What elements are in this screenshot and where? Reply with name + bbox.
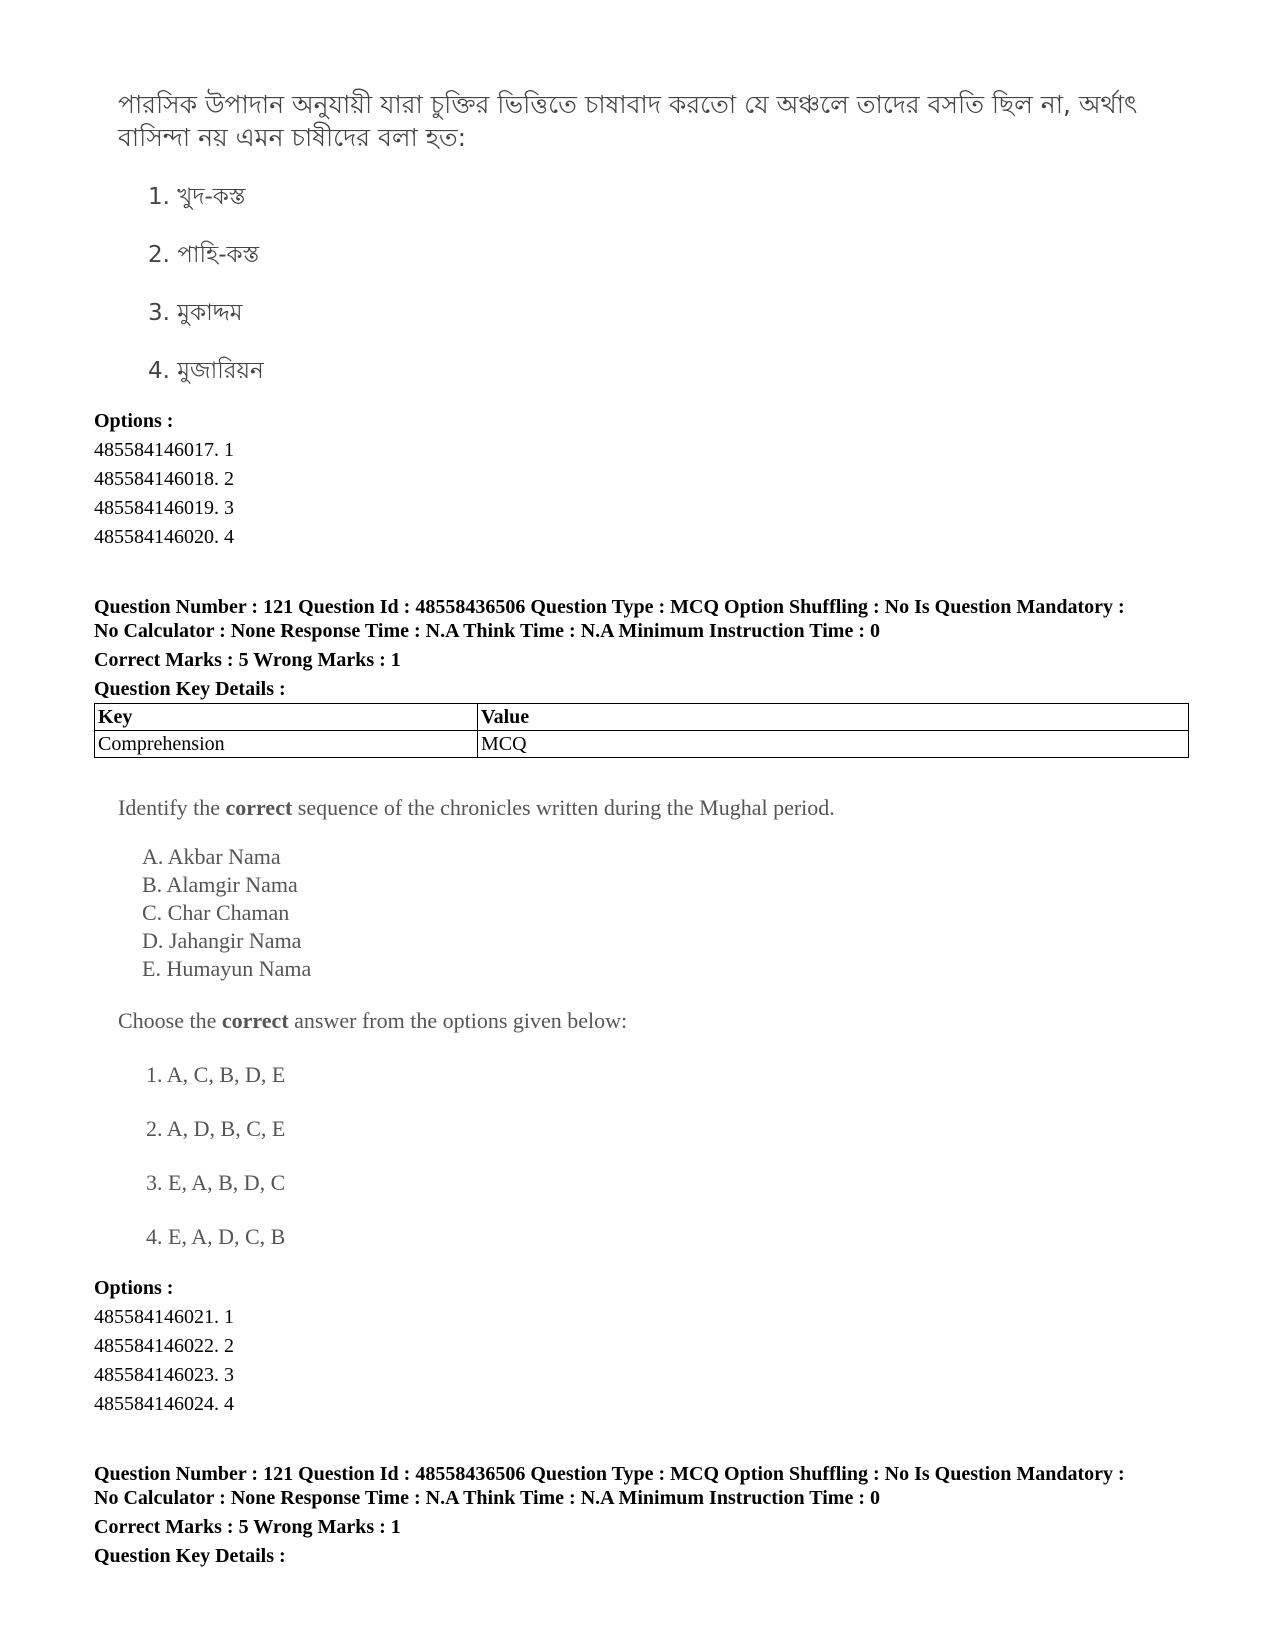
table-header-row	[95, 704, 1189, 731]
answer-choice-2: 2. A, D, B, C, E	[146, 1116, 286, 1141]
option-line: 485584146020. 4	[94, 526, 234, 548]
question-text	[118, 795, 835, 821]
option-line: 485584146021. 1	[94, 1306, 234, 1328]
choose-text-part: Choose the	[118, 1008, 222, 1033]
chronicle-item: C. Char Chaman	[142, 900, 290, 925]
table-header-value: Value	[478, 704, 1189, 731]
choose-text	[118, 1008, 627, 1034]
options-label: Options :	[94, 410, 174, 432]
option-line: 485584146023. 3	[94, 1364, 234, 1386]
table-cell-key: Comprehension	[95, 731, 478, 758]
question-meta-line2: No Calculator : None Response Time : N.A Think Time : N.A Minimum Instruction Time : 0	[94, 620, 880, 642]
question-key-details-label: Question Key Details :	[94, 1545, 286, 1567]
option-line: 485584146019. 3	[94, 497, 234, 519]
table-cell-value: MCQ	[478, 731, 1189, 758]
chronicle-item: B. Alamgir Nama	[142, 872, 298, 897]
question-meta-line2: No Calculator : None Response Time : N.A Think Time : N.A Minimum Instruction Time : 0	[94, 1487, 880, 1509]
bengali-choice-1: 1. খুদ-কস্ত	[148, 184, 246, 210]
question-marks: Correct Marks : 5 Wrong Marks : 1	[94, 1516, 401, 1538]
question-key-table	[94, 703, 1189, 758]
bengali-choice-3: 3. মুকাদ্দম	[148, 300, 243, 326]
question-text-part: Identify the	[118, 795, 226, 820]
question-meta-line1: Question Number : 121 Question Id : 48558436506 Question Type : MCQ Option Shuffling : No Is Question Mandatory :	[94, 596, 1125, 618]
option-line: 485584146024. 4	[94, 1393, 234, 1415]
answer-choice-1: 1. A, C, B, D, E	[146, 1062, 286, 1087]
choose-text-part: answer from the options given below:	[288, 1008, 628, 1033]
bengali-question-text: পারসিক উপাদান অনুযায়ী যারা চুক্তির ভিত্তিতে চাষাবাদ করতো যে অঞ্চলে তাদের বসতি ছিল না, অর্থাৎ বাসিন্দা নয় এমন চাষীদের বলা হত:	[118, 90, 1138, 152]
answer-choice-3: 3. E, A, B, D, C	[146, 1170, 286, 1195]
bengali-choice-2: 2. পাহি-কস্ত	[148, 242, 260, 268]
option-line: 485584146022. 2	[94, 1335, 234, 1357]
question-text-part: sequence of the chronicles written during the Mughal period.	[292, 795, 835, 820]
options-label: Options :	[94, 1277, 174, 1299]
question-text-bold: correct	[225, 795, 293, 820]
chronicle-item: E. Humayun Nama	[142, 956, 312, 981]
choose-text-bold: correct	[221, 1008, 289, 1033]
table-row	[95, 731, 1189, 758]
answer-choice-4: 4. E, A, D, C, B	[146, 1224, 286, 1249]
chronicle-item: D. Jahangir Nama	[142, 928, 302, 953]
chronicle-item: A. Akbar Nama	[142, 844, 281, 869]
bengali-choice-4: 4. মুজারিয়ন	[148, 358, 264, 384]
table-header-key: Key	[95, 704, 478, 731]
option-line: 485584146018. 2	[94, 468, 234, 490]
question-meta-line1: Question Number : 121 Question Id : 48558436506 Question Type : MCQ Option Shuffling : No Is Question Mandatory :	[94, 1463, 1125, 1485]
option-line: 485584146017. 1	[94, 439, 234, 461]
question-key-details-label: Question Key Details :	[94, 678, 286, 700]
question-marks: Correct Marks : 5 Wrong Marks : 1	[94, 649, 401, 671]
